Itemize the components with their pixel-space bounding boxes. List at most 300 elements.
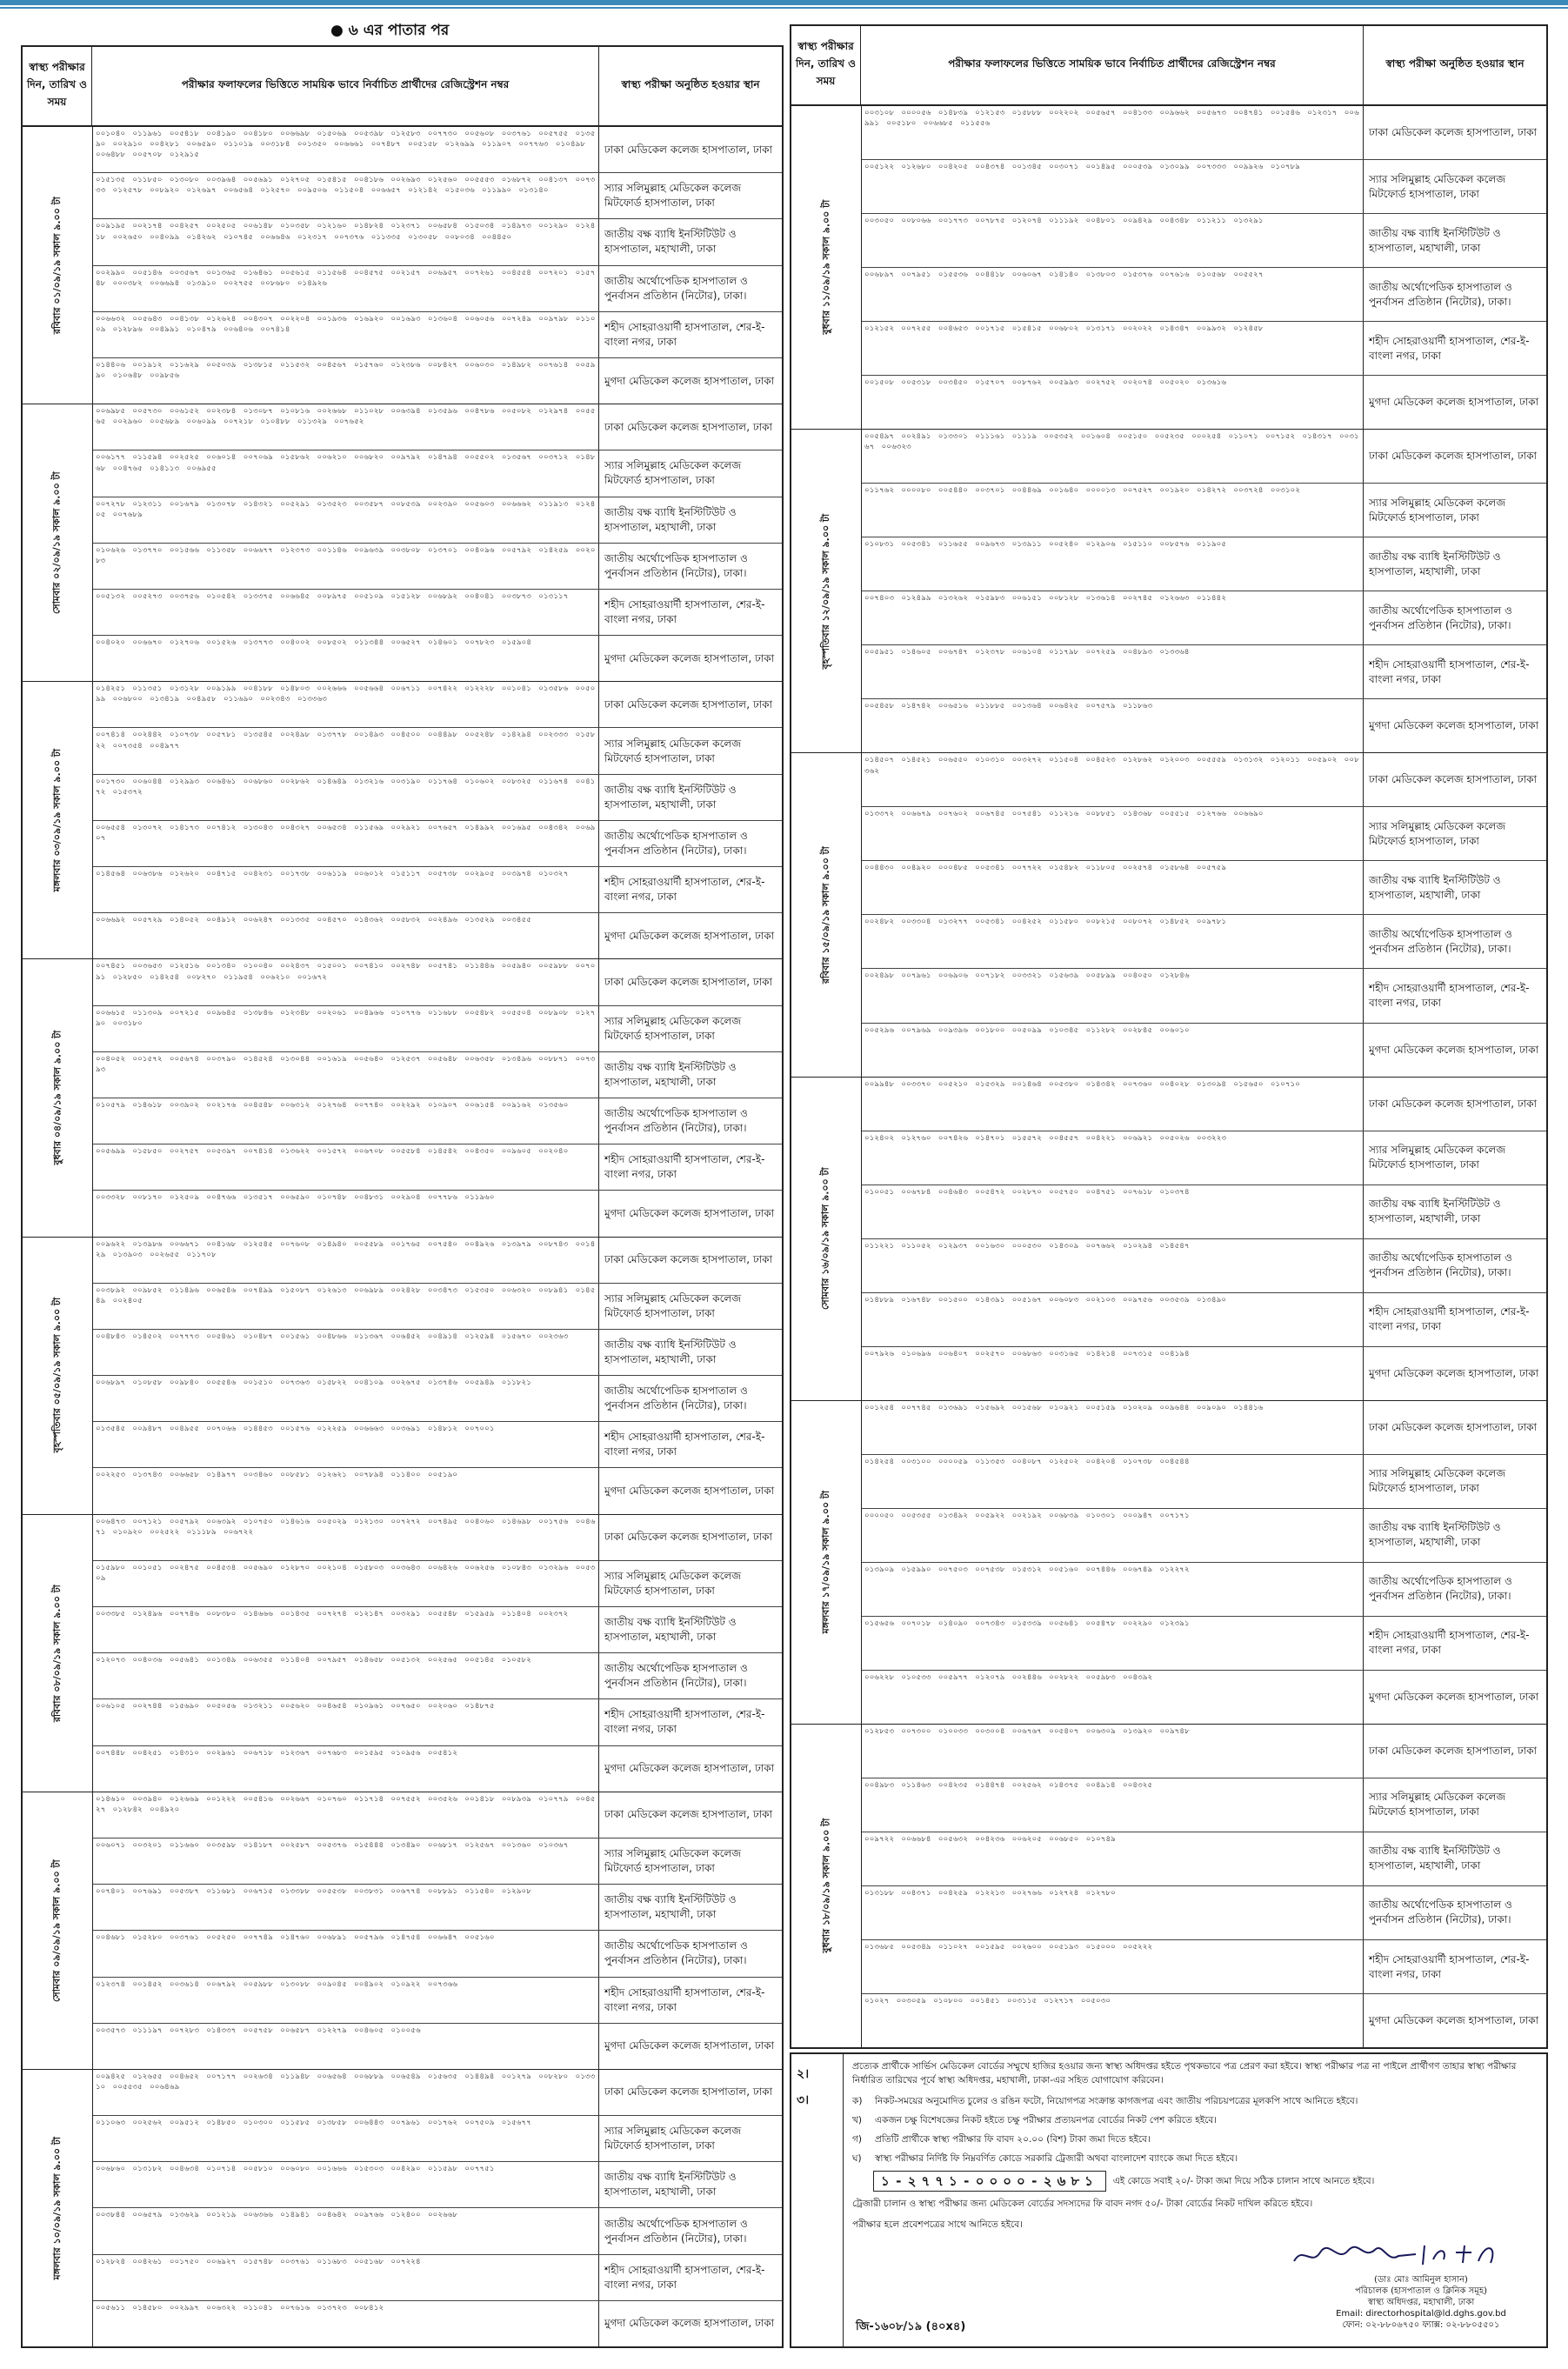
registration-numbers: ০০৬১০৫ ০০২৭৪৪ ০১৫৬৯০ ০০৫০৫৬ ০১৩২১১ ০০৫৬২০ ০০৪৬৫৪ ০১০৯৬১ ০০৭৬৫০ ০০২০৬০ ০১৪৮৭৫ — [93, 1699, 599, 1745]
day-date-cell — [791, 753, 862, 1076]
registration-numbers: ০০৯৬২২ ০১৩৯৮৬ ০০৬৬৭১ ০০৪১৬৮ ০১২৫৪৫ ০০৭৬০৮ ০১৪৯৪০ ০০৫৫৮৯ ০০১৭৬৫ ০০৭৫৪০ ০০৪৯২৬ ০১৩৯৭৯ ০০৮৭৪৩ ০০১৪২৯ ০১৩৯০৩ ০০২৬৫৫ ০১১৭০৮ — [93, 1238, 599, 1283]
venue-name: জাতীয় বক্ষ ব্যাধি ইনস্টিটিউট ও হাসপাতাল, মহাখালী, ঢাকা — [604, 228, 737, 256]
venue-name: স্যার সলিমুল্লাহ মেডিকেল কলেজ মিটফোর্ড হাসপাতাল, ঢাকা — [604, 2125, 742, 2152]
notes-intro: প্রত্যেক প্রার্থীকে সার্ভিস মেডিকেল বোর্ডের সম্মুখে হাজির হওয়ার জন্য স্বাস্থ্য অধিদপ্তর হইতে পৃথকভাবে পত্র প্রেরণ করা হইবে। স্বাস্থ্য পরীক্ষার পত্র না পাইলে প্রার্থীগণ তাহার স্বাস্থ্য পরীক্ষার নির্ধারিত তারিখের পূর্বে স্বাস্থ্য অধিদপ্তর, মহাখালী, ঢাকা-এর সহিত যোগাযোগ করিবেন। — [852, 2061, 1517, 2085]
venue-name: জাতীয় অর্থোপেডিক হাসপাতাল ও পুনর্বাসন প্রতিষ্ঠান (নিটোর), ঢাকা। — [604, 1107, 748, 1135]
venue-name: জাতীয় বক্ষ ব্যাধি ইনস্টিটিউট ও হাসপাতাল, মহাখালী, ঢাকা — [604, 1338, 737, 1365]
venue-name: জাতীয় বক্ষ ব্যাধি ইনস্টিটিউট ও হাসপাতাল, মহাখালী, ঢাকা — [604, 1893, 737, 1921]
registration-numbers: ০০৯৭২২ ০০৬৬৮৪ ০০৫৬৩২ ০০৪২৩৬ ০০৬২০৫ ০০৬৮৫০ ০১০৭৪৯ — [862, 1832, 1364, 1885]
table-row — [862, 1293, 1546, 1347]
registration-numbers: ০১৪৮৮৯ ০১৬৭৪৮ ০০১৫০০ ০১৪৩৯১ ০০৫১৬৭ ০০৬০৮৩ ০০২১০৩ ০০৯৭৫৬ ০০৩৫৩৯ ০১৩৪৯০ — [862, 1293, 1364, 1346]
registration-numbers: ০০৪০২০ ০০৬৬৭০ ০১২৭০৬ ০০১৫২৬ ০১৩৭৭৩ ০০৪০০২ ০০৮৫০২ ০১১৩৪৪ ০০৬৫২৭ ০১৪৬০১ ০০৭৮২৩ ০১৫৯০৪ — [93, 636, 599, 681]
note-item-marker: গ) — [852, 2134, 862, 2145]
table-row — [93, 682, 782, 728]
registration-numbers: ০০৬৬৩২ ০০৫৬৪৩ ০০৪১৩৮ ০১২৬২৪ ০০৪৩০৭ ০০২২০৪ ০০১৯৩৬ ০১৬৯২০ ০০১৬৯৩ ০১৩৬০৪ ০০৬০৫৬ ০০৭২৪৯ ০০৯৭৯৮ ০১১০০৯ ০১২৮৯৬ ০০৪৯৯১ ০১০৪৭৯ ০০৬৪০৬ ০০৭৪১৪ — [93, 312, 599, 357]
registration-numbers: ০১৫১৩৫ ০১১৮৫০ ০১৩০৮০ ০০৩৯৬৪ ০০৫৬৯১ ০১২৭০৫ ০১৫৪১৫ ০০৪১৮৬ ০০২৬৯৩ ০১২৫৬০ ০০৫৫৫৩ ০১৬৮৭২ ০০৪১৩৭ ০০৭৩৩৩ ০১২৫৭৮ ০০৮৯২০ ০১২৬৯৭ ০০৬৫৬৪ ০১২৫৭০ ০০৯৫০৬ ০১১৫০৪ ০০৬৬৫৭ ০১২১৪২ ০১৫০৩৬ ০১১৯৯০ ০১৩১৪০ — [93, 173, 599, 218]
day-block — [23, 682, 782, 959]
table-row — [93, 821, 782, 867]
registration-numbers: ০০৩৩৮৫ ০১২৪৯৬ ০০৭৭৪৬ ০০৮৩৮০ ০১৪৬৬৬ ০০১৪৩৫ ০০৭২৭৪ ০১২১৪৭ ০০৩২৯১ ০০৫৫৪৮ ০১৫৯৫৯ ০১১৪০৪ ০০২৩৭২ — [93, 1607, 599, 1652]
table-row — [93, 1468, 782, 1513]
table-row — [862, 160, 1546, 214]
table-row — [862, 1725, 1546, 1778]
payment-code-line — [873, 2171, 1538, 2192]
table-row — [93, 2116, 782, 2162]
table-row — [93, 1422, 782, 1468]
registration-numbers: ০১০০৫১ ০০৬৭৮৪ ০০৪৬৪৩ ০০৫৪৭২ ০০২৮৭০ ০০৫৭৫০ ০০৪৭৫১ ০০৭৬১৮ ০১০৩৭৪ — [862, 1185, 1364, 1238]
venue-name: মুগদা মেডিকেল কলেজ হাসপাতাল, ঢাকা — [604, 651, 775, 664]
table-row — [93, 404, 782, 450]
registration-numbers: ০১০৫৭৯ ০১৪৬১৮ ০০৩৯০২ ০০২১৭৬ ০০৪৫৪৮ ০০৬৩১২ ০১২৭৬৪ ০০৭৭৪০ ০০২২৯২ ০১০৯০৭ ০০৬১৫৪ ০০৯১৬২ ০১৩৫৬০ — [93, 1098, 599, 1144]
day-date-label: সোমবার ০২/০৯/১৯ সকাল ৯.০০ টা — [50, 471, 63, 615]
schedule-table-right — [790, 24, 1548, 2049]
venue-name: ঢাকা মেডিকেল কলেজ হাসপাতাল, ঢাকা — [1369, 126, 1537, 139]
venue-name: স্যার সলিমুল্লাহ মেডিকেল কলেজ মিটফোর্ড হাসপাতাল, ঢাকা — [1369, 496, 1506, 524]
notes-tail-2: পরীক্ষার হলে প্রবেশপত্রের সাথে আনিতে হইবে। — [852, 2219, 1023, 2230]
venue-name: স্যার সলিমুল্লাহ মেডিকেল কলেজ মিটফোর্ড হাসপাতাল, ঢাকা — [1369, 819, 1506, 847]
venue-rows — [93, 404, 782, 681]
table-row — [862, 268, 1546, 322]
header-date: স্বাস্থ্য পরীক্ষার দিন, তারিখ ও সময় — [791, 26, 861, 104]
header-venue: স্বাস্থ্য পরীক্ষা অনুষ্ঠিত হওয়ার স্থান — [1385, 57, 1525, 70]
table-row — [862, 699, 1546, 752]
table-row — [862, 861, 1546, 915]
venue-rows — [93, 682, 782, 958]
venue-name: মুগদা মেডিকেল কলেজ হাসপাতাল, ঢাকা — [1369, 2014, 1539, 2027]
venue-name: স্যার সলিমুল্লাহ মেডিকেল কলেজ মিটফোর্ড হাসপাতাল, ঢাকা — [604, 1847, 742, 1875]
registration-numbers: ০০০০৫০ ০০৫৩৫৫ ০১৩৪৯২ ০০৫৯২২ ০০২১৯২ ০০৬৮৩৯ ০১০৩০১ ০০০৯৪৭ ০০৭১৭১ — [862, 1509, 1364, 1562]
table-row — [862, 1671, 1546, 1724]
venue-rows — [862, 1725, 1546, 2047]
day-date-label: বুধবার ১১/০৯/১৯ সকাল ৯.০০ টা — [819, 200, 831, 336]
venue-name: জাতীয় বক্ষ ব্যাধি ইনস্টিটিউট ও হাসপাতাল, মহাখালী, ঢাকা — [1369, 226, 1501, 254]
gazette-code: জি-১৬০৮/১৯ (৪০x৪) — [856, 2320, 966, 2333]
table-row — [862, 376, 1546, 429]
venue-rows — [862, 106, 1546, 429]
day-date-cell — [23, 959, 93, 1236]
table-row — [93, 1653, 782, 1699]
day-date-cell — [791, 430, 862, 752]
venue-rows — [93, 1515, 782, 1792]
venue-name: ঢাকা মেডিকেল কলেজ হাসপাতাল, ঢাকা — [604, 1531, 772, 1544]
venue-name: শহীদ সোহরাওয়ার্দী হাসপাতাল, শের-ই-বাংলা নগর, ঢাকা — [604, 597, 765, 625]
venue-name: জাতীয় অর্থোপেডিক হাসপাতাল ও পুনর্বাসন প্রতিষ্ঠান (নিটোর), ঢাকা। — [1369, 604, 1512, 631]
registration-numbers: ০০৫৬১১ ০১৪৫৮০ ০০২৯৯৭ ০০৬৩২২ ০১১০৪১ ০০৭৬১৬ ০১৩৭২৩ ০০৮৪১২ — [93, 2301, 599, 2346]
registration-numbers: ০০৭৪৫১ ০০৩৬৫৩ ০১২৫১৬ ০০১৩৪০ ০১০০৪০ ০০২৪৩৭ ০১৫০০১ ০০৭৪১০ ০০২৭৪৮ ০০৫৭৪১ ০১১৪৪৬ ০০৫৯৪০ ০০৫৯৮৮ ০০৭০৯১ ০১২৮৫০ ০১৪২৫৪ ০০৮২৭০ ০১১৯৫৪ ০০৬২১০ ০০১৬৭২ — [93, 959, 599, 1004]
venue-name: স্যার সলিমুল্লাহ মেডিকেল কলেজ মিটফোর্ড হাসপাতাল, ঢাকা — [604, 182, 742, 210]
signer-name: (ডাঃ মোঃ আমিনুল হাসান) — [1374, 2275, 1468, 2285]
header-venue: স্বাস্থ্য পরীক্ষা অনুষ্ঠিত হওয়ার স্থান — [621, 78, 760, 90]
note-item-text: একজন চক্ষু বিশেষজ্ঞের নিকট হইতে চক্ষু পরীক্ষার প্রত্যয়নপত্র বোর্ডের নিকট পেশ করিতে হইবে। — [875, 2115, 1218, 2125]
registration-numbers: ০১২০৭৩ ০০৪০৩৬ ০০৫৬৪১ ০০১৩৪৯ ০০৬৩৫৫ ০১১৪০৪ ০০৭৯৫৭ ০১৪৬৫৮ ০০৫১৩২ ০০২৫৬৫ ০০৫১৪৫ ০১০৫৮২ — [93, 1653, 599, 1698]
table-row — [862, 1617, 1546, 1671]
table-row — [93, 1746, 782, 1792]
table-row — [93, 1885, 782, 1931]
registration-numbers: ০০৪৬৮১ ০১৫২৮০ ০০৩৭৬১ ০০৫২৫০ ০০৭৭৪৯ ০১৪৭৬০ ০০৬৮৯১ ০০৫৭৯৬ ০১৪৭৫৪ ০০৬৬৪৭ ০০৫১৬০ — [93, 1931, 599, 1976]
venue-name: জাতীয় অর্থোপেডিক হাসপাতাল ও পুনর্বাসন প্রতিষ্ঠান (নিটোর), ঢাকা। — [1369, 280, 1512, 308]
venue-name: স্যার সলিমুল্লাহ মেডিকেল কলেজ মিটফোর্ড হাসপাতাল, ঢাকা — [1369, 1144, 1506, 1171]
venue-rows — [93, 2070, 782, 2346]
venue-name: শহীদ সোহরাওয়ার্দী হাসপাতাল, শের-ই-বাংলা নগর, ঢাকা — [604, 1985, 765, 2013]
registration-numbers: ০১৩৩৭২ ০০৬৬৭৯ ০০৭৬০২ ০০৬৭৪৫ ০০৭৫৪১ ০১১২১৬ ০০৮৮৫১ ০১৪৩৬৮ ০০৫৫১৫ ০১২৭৬৬ ০০৬৬৯০ — [862, 807, 1364, 860]
venue-name: মুগদা মেডিকেল কলেজ হাসপাতাল, ঢাকা — [604, 1485, 775, 1498]
day-date-label: বুধবার ১৮/০৯/১৯ সকাল ৯.০০ টা — [819, 1818, 831, 1953]
table-row — [93, 2255, 782, 2301]
signer-office: স্বাস্থ্য অধিদপ্তর, মহাখালী, ঢাকা — [1367, 2298, 1475, 2307]
venue-rows — [93, 959, 782, 1236]
registration-numbers: ০০৪৯৮৩ ০১১৪৬৩ ০০৪২৩৫ ০১৪৪৭৪ ০০২৫৬২ ০১৪৩৭৫ ০০৪৯১৪ ০০৪৩২৫ — [862, 1778, 1364, 1832]
venue-name: ঢাকা মেডিকেল কলেজ হাসপাতাল, ঢাকা — [604, 143, 772, 156]
table-row — [862, 1239, 1546, 1293]
table-row — [862, 1832, 1546, 1886]
table-row — [862, 753, 1546, 807]
registration-numbers: ০০৯৪২৫ ০১২৬৫৫ ০০৪৬৫২ ০০৭১৭৭ ০০২৬৩৪ ০১১৯৪৮ ০০৬৫৬৪ ০০৬৮৮৯ ০০৬৫৪৯ ০১৫৬৩৫ ০১৪৪৯৪ ০০১২৭৯ ০০৮২৮০ ০১৩৩১০ ০০৫৫৩৫ ০০৬৪৬৯ — [93, 2070, 599, 2115]
table-row — [93, 1978, 782, 2024]
day-date-label: রবিবার ১৫/০৯/১৯ সকাল ৯.০০ টা — [819, 845, 831, 984]
day-block — [23, 1238, 782, 1515]
venue-name: মুগদা মেডিকেল কলেজ হাসপাতাল, ঢাকা — [604, 1762, 775, 1775]
venue-name: স্যার সলিমুল্লাহ মেডিকেল কলেজ মিটফোর্ড হাসপাতাল, ঢাকা — [1369, 1467, 1506, 1495]
registration-numbers: ০০৭৪১৪ ০০২৪৪২ ০১০৭৩৮ ০০৫৭৮১ ০১৩৫৪৫ ০০২৪৯৮ ০১৩৭৭৮ ০০১৪৯৩ ০০৪৫০০ ০০৪৪৯৮ ০০৫২৪৮ ০১৪২৯৪ ০০২৩৩৩ ০১৫৮২২ ০০৭৩৫৪ ০০৪৯৭৭ — [93, 728, 599, 773]
venue-name: মুগদা মেডিকেল কলেজ হাসপাতাল, ঢাকা — [1369, 1690, 1539, 1703]
header-date: স্বাস্থ্য পরীক্ষার দিন, তারিখ ও সময় — [23, 47, 92, 125]
table-row — [93, 544, 782, 590]
day-block — [791, 753, 1546, 1077]
registration-numbers: ০০৩৩২৮ ০০৮১৭০ ০১২৫০৯ ০০৪৭৬৬ ০১৩৫১৭ ০০৬৫৯০ ০১০৭৪৮ ০০৪৮৩১ ০০২৯০৪ ০০৭৭৮৬ ০১১৯৬০ — [93, 1191, 599, 1236]
venue-name: জাতীয় বক্ষ ব্যাধি ইনস্টিটিউট ও হাসপাতাল, মহাখালী, ঢাকা — [1369, 1521, 1501, 1549]
venue-name: জাতীয় বক্ষ ব্যাধি ইনস্টিটিউট ও হাসপাতাল, মহাখালী, ঢাকা — [604, 1616, 737, 1644]
note-item — [852, 2113, 1538, 2127]
table-row — [862, 537, 1546, 591]
table-row — [93, 358, 782, 404]
table-row — [93, 312, 782, 358]
registration-numbers: ০০৬৫৫৪ ০১৩০৭২ ০১৪১৭৩ ০০৭৪১২ ০১৩০৪৩ ০০৪৩২৭ ০০৬৫৩৪ ০১১৫৬৯ ০০২৯২১ ০০৭৬৫৭ ০১৪৯৯২ ০০১৬৯৫ ০০৪৩৪২ ০০৬৯০৭ — [93, 821, 599, 866]
venue-name: শহীদ সোহরাওয়ার্দী হাসপাতাল, শের-ই-বাংলা নগর, ঢাকা — [1369, 1629, 1530, 1657]
registration-numbers: ০০৪৮৪৩ ০১৪৫০২ ০০৭৭৭৩ ০০৫৪৬১ ০১০৪৮৭ ০০১৫৬১ ০০৪৮৬৬ ০১১৩৬৭ ০০৬৪৫২ ০০৪৯১৪ ০১২৫৯৪ ০১৫৬৭০ ০০২৩৬৩ — [93, 1330, 599, 1375]
venue-name: ঢাকা মেডিকেল কলেজ হাসপাতাল, ঢাকা — [604, 420, 772, 433]
day-date-label: রবিবার ০১/০৯/১৯ সকাল ৯.০০ টা — [50, 197, 63, 335]
table-row — [93, 1515, 782, 1561]
registration-numbers: ০০৫৬৯৯ ০১৫৮৫০ ০০২৭৫৭ ০০৫৩৯৭ ০০৭৪১৪ ০১৩৬২২ ০০১৫৭২ ০০৬৭০৮ ০০৫৫৮৪ ০১৪৫৪২ ০০৪৩৫০ ০০৯৬০৫ ০০২০৪০ — [93, 1144, 599, 1190]
registration-numbers: ০০৬৬৯২ ০০৫৭২৯ ০১৪০৫২ ০০৪৯১২ ০০৬২৪৭ ০০১৩৩৫ ০০৪৫৭০ ০১৪৩৬২ ০০৫৮৩২ ০০২৪৯৬ ০১৩৫২৯ ০০৩৪৫৫ — [93, 913, 599, 958]
table-row — [862, 1185, 1546, 1239]
table-row — [93, 1238, 782, 1284]
table-row — [93, 2070, 782, 2116]
table-row — [93, 127, 782, 173]
registration-numbers: ০১৪৫০৭ ০১৪৫২১ ০০৬৫৫০ ০১০৩১০ ০০৩২৭২ ০১১৫০৪ ০০৪৫২৩ ০১২৮৬২ ০১২০০৩ ০০৫৫৫৯ ০১৩১৩২ ০১২০১১ ০০৫৯০২ ০০৮৩৬২ — [862, 753, 1364, 806]
registration-numbers: ০১২১৫২ ০০৭২৫৫ ০০৪৬৫৩ ০০১৭১৫ ০১৫৪১৫ ০০৬৮০২ ০১৩১৭১ ০০২০২২ ০১৪৩৪৭ ০০৯৯৩২ ০১২৪৫৮ — [862, 322, 1364, 375]
top-border — [0, 0, 1568, 12]
registration-numbers: ০১৩৫৪৫ ০০৯৪৮৭ ০০৪৯৫৫ ০০৭০৬৬ ০১৪৪৫৩ ০০১৫৭৬ ০১২২৫৯ ০০৬৬৬৩ ০০৩৬৯১ ০১৪৮১২ ০০৭০০১ — [93, 1422, 599, 1467]
registration-numbers: ০০১২৫৪ ০০৭৭৪৫ ০১৩৬৯১ ০১৫৬৯২ ০০১৫৬৮ ০১০৯২১ ০০৫১৫৯ ০১০২০৯ ০০৯৬৪৪ ০০৯০৯০ ০১৪৪১৬ — [862, 1401, 1364, 1454]
registration-numbers: ০১৪৫৬৪ ০০৬৩৮৬ ০১২৬২০ ০০৪৭১৫ ০০৪২৩১ ০০১৭৩৮ ০০৬১১৯ ০০৬০১২ ০১৫১১৭ ০০৫৭৩৮ ০০২৯০৫ ০০৩৯৭৪ ০১০৩২৭ — [93, 867, 599, 912]
venue-name: স্যার সলিমুল্লাহ মেডিকেল কলেজ মিটফোর্ড হাসপাতাল, ঢাকা — [604, 459, 742, 487]
registration-numbers: ০০৫৯৫১ ০১৪৬০৫ ০০৬৭৪৭ ০১২৩৭৮ ০০৬১০৪ ০১১৭৯৮ ০০৭২৫৯ ০০৪৮৯৩ ০১৩৩৬৪ — [862, 645, 1364, 698]
note-item-marker: ঘ) — [852, 2153, 862, 2164]
day-date-label: বৃহস্পতিবার ১২/০৯/১৯ সকাল ৯.০০ টা — [819, 513, 831, 670]
registration-numbers: ০০৭৪৪৮ ০০৪২৫১ ০১৪৩১০ ০০২৯৬১ ০০৬৭১৮ ০১২৩৬৭ ০০৭৬৮৩ ০০১৫৯৫ ০১০৯৫৬ ০০৫৪১২ — [93, 1746, 599, 1792]
day-block — [23, 127, 782, 404]
note-number: ২। — [797, 2067, 810, 2081]
table-row — [862, 1078, 1546, 1131]
venue-name: জাতীয় অর্থোপেডিক হাসপাতাল ও পুনর্বাসন প্রতিষ্ঠান (নিটোর), ঢাকা। — [1369, 1251, 1512, 1279]
registration-numbers: ০০৬৮৬০ ০১৩১৮২ ০০৪৬৩৪ ০১০৭১৪ ০০৫৮১০ ০০৬০৮০ ০০১৬৬৬ ০১৫৩০৩ ০০৪২৯০ ০১১৫৯৮ ০০৭৭৫১ — [93, 2162, 599, 2207]
note-item — [852, 2094, 1538, 2108]
venue-name: শহীদ সোহরাওয়ার্দী হাসপাতাল, শের-ই-বাংলা নগর, ঢাকা — [604, 1153, 765, 1181]
table-row — [93, 959, 782, 1005]
table-row — [93, 219, 782, 265]
registration-numbers: ০১০৬২৬ ০১৩৭৭০ ০০১৫৬৬ ০১১৩৫৮ ০০৬৬৭৭ ০১২৩৭৩ ০০১১৪৬ ০০৯৬৩৯ ০০৩৮০৮ ০১৩৭০১ ০০৪০৯৬ ০০৫৭৯২ ০১৪২৫৯ ০০২০৮৩ — [93, 544, 599, 589]
registration-numbers: ০০৪০৫২ ০০১৫৭২ ০০৫৬৭৪ ০০৩৭৯০ ০১৪৫২৪ ০১৩০৪৪ ০০১৬১৯ ০০৫৬৪০ ০১২৫৩৭ ০০৫৬৪৮ ০০৬৩৫৮ ০১৩৪৯৬ ০০৮৮৭১ ০০৭৩৯৩ — [93, 1052, 599, 1098]
table-row — [93, 1699, 782, 1745]
registration-numbers: ০১২৩৭৪ ০০১৪৫২ ০০৩৬১৪ ০০৬৭৯২ ০০৫৯৮৮ ০১৩০৮৮ ০০৯০৪৫ ০০৪৯০২ ০১০৯২২ ০০৭৩৬৬ — [93, 1978, 599, 2023]
day-date-cell — [23, 1515, 93, 1792]
table-row — [862, 1886, 1546, 1940]
venue-name: জাতীয় অর্থোপেডিক হাসপাতাল ও পুনর্বাসন প্রতিষ্ঠান (নিটোর), ঢাকা। — [1369, 1575, 1512, 1603]
signer-phone: ফোন: ০২-৮৮০৬৭৫০ ফ্যাক্স: ০২-৮৮০৫৫০১ — [1342, 2320, 1500, 2330]
venue-name: জাতীয় অর্থোপেডিক হাসপাতাল ও পুনর্বাসন প্রতিষ্ঠান (নিটোর), ঢাকা। — [604, 551, 748, 579]
table-header — [791, 26, 1546, 106]
table-row — [93, 1144, 782, 1191]
registration-numbers: ০১১৭৬২ ০০০০৮০ ০০৫৪৪০ ০০৩৭০১ ০০৪৪৬৯ ০০১৬৪০ ০০০০১৩ ০০৭৫২৭ ০০১৯২০ ০১৪২৭২ ০০৩৭২৪ ০০৩১০২ — [862, 484, 1364, 537]
note-item-marker: খ) — [852, 2115, 862, 2125]
day-date-cell — [791, 1725, 862, 2047]
venue-name: জাতীয় বক্ষ ব্যাধি ইনস্টিটিউট ও হাসপাতাল, মহাখালী, ঢাকা — [1369, 1845, 1501, 1872]
note-item-text: স্বাস্থ্য পরীক্ষার নির্দিষ্ট ফি নিম্নবর্ণিত কোডে সরকারি ট্রেজারী অথবা বাংলাদেশ ব্যাংকে জমা দিতে হইবে। — [875, 2153, 1238, 2164]
day-block — [23, 1515, 782, 1792]
venue-name: ঢাকা মেডিকেল কলেজ হাসপাতাল, ঢাকা — [604, 2085, 772, 2099]
venue-name: শহীদ সোহরাওয়ার্দী হাসপাতাল, শের-ই-বাংলা নগর, ঢাকা — [1369, 1305, 1530, 1333]
registration-numbers: ০১১২২১ ০১১০৫২ ০১২৯৩৭ ০০১৬৩০ ০০০৫৩০ ০১৪৩০৯ ০০৭৬৬২ ০১০২৯৪ ০১৪৫৪৭ — [862, 1239, 1364, 1292]
signer-email: Email: directorhospital@ld.dghs.gov.bd — [1336, 2309, 1506, 2319]
table-row — [862, 106, 1546, 160]
venue-name: স্যার সলিমুল্লাহ মেডিকেল কলেজ মিটফোর্ড হাসপাতাল, ঢাকা — [604, 1291, 742, 1319]
venue-name: মুগদা মেডিকেল কলেজ হাসপাতাল, ঢাকা — [1369, 396, 1539, 409]
registration-numbers: ০০২৯৯০ ০০৫১৪৬ ০০৩৫৬৭ ০০১৩৬৫ ০১৬৪৬১ ০০৫৬১৫ ০১১৫৬৪ ০০৪৫৭৫ ০০২১৫৭ ০০৬৯৫৭ ০০৭২৬১ ০০৪৫৫৪ ০০৭২০১ ০১৫৭৪৮ ০০০৩৮২ ০০৬৬৯৪ ০১৩৯১০ ০০২৭৫৫ ০০৮৬৮০ ০১৪৯২৬ — [93, 266, 599, 311]
day-date-label: বৃহস্পতিবার ০৫/০৯/১৯ সকাল ৯.০০ টা — [50, 1298, 63, 1453]
table-row — [862, 969, 1546, 1023]
venue-name: স্যার সলিমুল্লাহ মেডিকেল কলেজ মিটফোর্ড হাসপাতাল, ঢাকা — [1369, 1791, 1506, 1818]
venue-name: মুগদা মেডিকেল কলেজ হাসপাতাল, ঢাকা — [1369, 1366, 1539, 1379]
venue-name: মুগদা মেডিকেল কলেজ হাসপাতাল, ঢাকা — [604, 929, 775, 942]
table-row — [862, 1024, 1546, 1077]
registration-numbers: ০০৫১৩২ ০০৫২৭৩ ০০৩৭৫৬ ০১০৫৪২ ০১৩৩৭৫ ০০৬৬৪৫ ০০৮৯৭৫ ০০৫১০৯ ০১৫১২৮ ০০৬৮৯২ ০০৪০৪১ ০০৩৮৭৩ ০১৩১১৭ — [93, 590, 599, 635]
notes-index — [791, 2054, 844, 2346]
venue-name: স্যার সলিমুল্লাহ মেডিকেল কলেজ মিটফোর্ড হাসপাতাল, ঢাকা — [604, 1014, 742, 1042]
notes-body — [844, 2054, 1546, 2346]
note-number: ৩। — [797, 2093, 810, 2107]
table-body — [791, 106, 1546, 2047]
registration-numbers: ০০২৪৮২ ০০৩৩০৪ ০১৩২৭৭ ০০৫৩৪১ ০০৪২৫২ ০১১৫৮০ ০০৮২১৫ ০০৮০৭২ ০১৪৮৫২ ০০৯৭৮১ — [862, 915, 1364, 968]
registration-numbers: ০০৩৮৪৪ ০০৬৫৭৯ ০১৩৬২৯ ০০১২১৯ ০০৬৩৬৬ ০১৪৯৪১ ০০৪৬৪২ ০০৯৭৬৬ ০১২৪০০ ০০২৬৬৮ — [93, 2208, 599, 2253]
venue-name: জাতীয় বক্ষ ব্যাধি ইনস্টিটিউট ও হাসপাতাল, মহাখালী, ঢাকা — [604, 505, 737, 533]
venue-name: জাতীয় বক্ষ ব্যাধি ইনস্টিটিউট ও হাসপাতাল, মহাখালী, ঢাকা — [604, 783, 737, 811]
day-date-cell — [23, 1238, 93, 1514]
table-row — [93, 173, 782, 219]
registration-numbers: ০০৫১২২ ০১২৬৮০ ০০৪২০৫ ০০৪৩৭৪ ০০১৩৪৫ ০০৩০৭১ ০০১৪৯৫ ০০০৫৩৯ ০১৩০৯৯ ০০৭৩৩৩ ০০৯৯২৬ ০১০৭৮৯ — [862, 160, 1364, 213]
registration-numbers: ০১৫৬৫৬ ০০৭০১৮ ০১৪০৯০ ০০৭৩৪৩ ০১৫৩৩৯ ০০৫৬৪১ ০০৫৪৭৮ ০০২২৯০ ০১২৩৯১ — [862, 1617, 1364, 1670]
table-row — [862, 322, 1546, 376]
signer-title: পরিচালক (হাসপাতাল ও ক্লিনিক সমূহ) — [1355, 2286, 1487, 2296]
registration-numbers: ০১৪৬১০ ০০৩৯৪০ ০১২৬৬৯ ০০১২২২ ০০৫৪১৬ ০০২৬৬৭ ০১০৭৬০ ০১১৭১৪ ০০৭৫৫২ ০০৩৫২৬ ০০১৪১৮ ০০৮৯৩৯ ০১০৭৭৯ ০০৪৫২৭ ০১২৮৪২ ০০৪৯২০ — [93, 1792, 599, 1838]
registration-numbers: ০০৭৪০৩ ০১২৪৯৯ ০১৩২৬২ ০১৫৯৮৩ ০০৬১৫১ ০০৮১২৮ ০১৩৬১৪ ০০২৭৪৫ ০১২৬৬৩ ০১১৪৪২ — [862, 591, 1364, 644]
venue-name: জাতীয় বক্ষ ব্যাধি ইনস্টিটিউট ও হাসপাতাল, মহাখালী, ঢাকা — [1369, 873, 1501, 901]
day-date-label: মঙ্গলবার ১৭/০৯/১৯ সকাল ৯.০০ টা — [819, 1491, 831, 1634]
venue-name: ঢাকা মেডিকেল কলেজ হাসপাতাল, ঢাকা — [1369, 1744, 1537, 1757]
table-row — [93, 775, 782, 821]
table-row — [93, 266, 782, 312]
venue-name: শহীদ সোহরাওয়ার্দী হাসপাতাল, শের-ই-বাংলা নগর, ঢাকা — [1369, 981, 1530, 1009]
venue-name: ঢাকা মেডিকেল কলেজ হাসপাতাল, ঢাকা — [604, 697, 772, 711]
venue-name: ঢাকা মেডিকেল কলেজ হাসপাতাল, ঢাকা — [604, 1808, 772, 1821]
table-row — [862, 591, 1546, 645]
venue-name: জাতীয় অর্থোপেডিক হাসপাতাল ও পুনর্বাসন প্রতিষ্ঠান (নিটোর), ঢাকা। — [604, 1385, 748, 1412]
day-block — [23, 1792, 782, 2070]
venue-name: মুগদা মেডিকেল কলেজ হাসপাতাল, ঢাকা — [604, 2039, 775, 2052]
registration-numbers: ০০১৭৩০ ০০৬০৪৪ ০১২৯৯৩ ০০৬৪৬১ ০০৬৮৬০ ০০২৮৬২ ০১৪৬৪৯ ০১৩২১৬ ০০৩১৯০ ০১১৭৬৪ ০১০৬০২ ০০৮৩২৫ ০১১৬৭৪ ০০৪১৭২ ০১৫৩৭২ — [93, 775, 599, 820]
venue-name: মুগদা মেডিকেল কলেজ হাসপাতাল, ঢাকা — [604, 374, 775, 387]
table-row — [862, 214, 1546, 268]
registration-numbers: ০১৩৯০৯ ০১৫৯৯০ ০০৭৫০৩ ০০৭৫৩৮ ০১৫৩১২ ০০৫১৬০ ০০৭৪৪৬ ০০৬৭৪৯ ০১২২৭২ — [862, 1563, 1364, 1616]
day-block — [791, 430, 1546, 753]
table-row — [93, 1561, 782, 1607]
venue-name: মুগদা মেডিকেল কলেজ হাসপাতাল, ঢাকা — [1369, 1043, 1539, 1056]
venue-rows — [93, 1238, 782, 1514]
registration-numbers: ০১০৮৩১ ০০৫৩৪১ ০১১৬৫৫ ০০৯৬৭৩ ০১৩৯১১ ০০৫২৪০ ০১২৯০৬ ০১৫১১০ ০০৮৫৭৬ ০১১৯০৫ — [862, 537, 1364, 591]
table-body — [23, 127, 782, 2346]
day-block — [791, 1725, 1546, 2047]
venue-name: শহীদ সোহরাওয়ার্দী হাসপাতাল, শের-ই-বাংলা নগর, ঢাকা — [1369, 1952, 1530, 1980]
venue-rows — [862, 1401, 1546, 1724]
venue-name: জাতীয় অর্থোপেডিক হাসপাতাল ও পুনর্বাসন প্রতিষ্ঠান (নিটোর), ঢাকা। — [604, 1662, 748, 1690]
day-date-label: বুধবার ০৪/০৯/১৯ সকাল ৯.০০ টা — [50, 1030, 63, 1165]
table-row — [93, 1330, 782, 1376]
registration-numbers: ০০২৪৯৮ ০০৭৯৬১ ০০৬৯০৬ ০০৭১৮২ ০০৩৩২১ ০১৫৬৩৯ ০০৫৮৯৯ ০০৪০৫০ ০১২৮৪৬ — [862, 969, 1364, 1022]
venue-name: মুগদা মেডিকেল কলেজ হাসপাতাল, ঢাকা — [604, 2317, 775, 2330]
venue-name: ঢাকা মেডিকেল কলেজ হাসপাতাল, ঢাকা — [604, 975, 772, 988]
payment-code-suffix: এই কোডে সবাই ২০/- টাকা জমা দিয়ে সঠিক চালান সাথে আনতে হইবে। — [1112, 2176, 1375, 2186]
registration-numbers: ০০৬০৭১ ০০৩২০১ ০১১৬৬০ ০০৩৫৯৮ ০১৪১৮৭ ০০২৫৮৭ ০০৫৩৭৬ ০১৫৪৪৪ ০১৩৪৯০ ০০৬৮১৭ ০১২৫৬৭ ০০১৩৬০ ০১০৩৬৭ — [93, 1838, 599, 1884]
table-row — [93, 1006, 782, 1052]
table-row — [93, 636, 782, 681]
table-row — [93, 1052, 782, 1098]
venue-name: শহীদ সোহরাওয়ার্দী হাসপাতাল, শের-ই-বাংলা নগর, ঢাকা — [604, 1431, 765, 1458]
signature-image — [1285, 2237, 1511, 2272]
table-row — [93, 2208, 782, 2254]
day-date-cell — [23, 1792, 93, 2069]
registration-numbers: ০০৬৮৯৭ ০১০৮৫৮ ০০৯৮৪০ ০০৫৫৪৬ ০০১৫১০ ০০৭৩৬৩ ০১৫৮২২ ০০৪১০৯ ০০২৬৭৫ ০১৩৭৪৬ ০০৫৯৪৯ ০১১৮২১ — [93, 1376, 599, 1421]
note-item-text: নিকট-সময়ের অনুমোদিত চুলের ও রঙিন ফটো, নিয়োগপত্র সংক্রান্ত কাগজপত্র এবং জাতীয় পরিচয়পত্রের মূলকপি সাথে আনিতে হইবে। — [875, 2096, 1358, 2106]
venue-name: ঢাকা মেডিকেল কলেজ হাসপাতাল, ঢাকা — [604, 1253, 772, 1266]
venue-rows — [862, 1078, 1546, 1400]
day-block — [23, 2070, 782, 2346]
registration-numbers: ০১২৮৫৩ ০০৭৩০০ ০১০০৩৩ ০০৩০০৪ ০০৬৭৬৭ ০০৫৪০৭ ০০৬৩০৯ ০১৩৯২০ ০০৯৭৪৮ — [862, 1725, 1364, 1778]
table-row — [862, 1347, 1546, 1400]
venue-rows — [93, 1792, 782, 2069]
day-date-label: সোমবার ০৯/০৯/১৯ সকাল ৯.০০ টা — [50, 1858, 63, 2002]
registration-numbers: ০০৬১৭৭ ০১১৫৯৪ ০০২৫২৫ ০০৬০১৪ ০০৭০৬৯ ০১৫৮৬২ ০০৬২১০ ০০৬৮২০ ০০৯৭৯২ ০১৪৭৯৪ ০০৫৫০২ ০১৩৫৬৭ ০০৩৭১২ ০১৪৮৬৮ ০০৪৭৬৫ ০১৪১১৩ ০০৬৯৫৫ — [93, 450, 599, 496]
registration-numbers: ০১৪২৫১ ০১১৩৫১ ০১৩১২৮ ০০৯১৯৯ ০০৪১৮৮ ০১৪৮০৩ ০০২৬৬৬ ০০৫৬৬৪ ০০৬৭১১ ০০৭৪২২ ০১২২২৮ ০০১০৪১ ০১৩৫৮৬ ০০৫০৯৯ ০০৬৮০০ ০১৩৪১৯ ০০৪৯৫৮ ০১১৬৯০ ০০২৩৪৩ ০১৩৩৬৩ — [93, 682, 599, 727]
table-row — [93, 913, 782, 958]
venue-name: শহীদ সোহরাওয়ার্দী হাসপাতাল, শের-ই-বাংলা নগর, ঢাকা — [604, 320, 765, 348]
venue-name: ঢাকা মেডিকেল কলেজ হাসপাতাল, ঢাকা — [1369, 1420, 1537, 1433]
table-row — [93, 1098, 782, 1144]
day-block — [23, 404, 782, 682]
registration-numbers: ০১৪৪০৬ ০০১৯১২ ০১১৬২৯ ০০৫০৩৯ ০১৩৮১৫ ০১১৫৩২ ০০৪৫৬৭ ০১৫৭৬০ ০১২৩৮৬ ০০৮৪২৭ ০০৬০৩০ ০১৪৯৮২ ০০৭৬১৪ ০০৫৯৯০ ০১০৬৪৮ ০০৯৮৫৬ — [93, 358, 599, 404]
venue-name: জাতীয় অর্থোপেডিক হাসপাতাল ও পুনর্বাসন প্রতিষ্ঠান (নিটোর), ঢাকা। — [604, 2217, 748, 2245]
table-row — [862, 484, 1546, 537]
day-date-cell — [23, 127, 93, 404]
registration-numbers: ০০৫৪৫৮ ০১৪৭৪২ ০০৬৫১৬ ০১১৮৮৫ ০০১৩৬৪ ০০৬৪২৫ ০০৭৫৭৯ ০১১৮৬৩ — [862, 699, 1364, 752]
registration-numbers: ০০৯৯৪৮ ০০৩৩৭০ ০০৫২১০ ০১৫৩২৯ ০০১৪৬৪ ০০৫৩৮০ ০১৪৩৪২ ০০৭৩৬০ ০০৪০২৮ ০১৩০৯৪ ০১৫৬৫০ ০১০৭১০ — [862, 1078, 1364, 1131]
table-row — [93, 1284, 782, 1330]
venue-name: জাতীয় বক্ষ ব্যাধি ইনস্টিটিউট ও হাসপাতাল, মহাখালী, ঢাকা — [1369, 1198, 1501, 1225]
table-row — [862, 1509, 1546, 1563]
venue-name: জাতীয় অর্থোপেডিক হাসপাতাল ও পুনর্বাসন প্রতিষ্ঠান (নিটোর), ঢাকা। — [1369, 927, 1512, 955]
table-header — [23, 47, 782, 127]
registration-numbers: ০০৬৬১৫ ০১১৩০৯ ০০৭২১৫ ০০৯৬৪৫ ০১৩৮৪৬ ০১২৩৪৮ ০০২০৬১ ০০৪৯৬৬ ০১০৭৭৬ ০১১৬৮৮ ০০৫৪৮২ ০০৫৫০৪ ০০৮৯০৮ ০১২৭৯০ ০০৩১৮০ — [93, 1006, 599, 1051]
table-row — [862, 1131, 1546, 1185]
registration-numbers: ০০৪৪৩০ ০০৪৯২০ ০০০৪৮৫ ০০৫৩৪১ ০০৭৭২২ ০১৫৪৮২ ০১১৮০৫ ০০২৫৭৪ ০১৫৮৬৪ ০০৫৭৫৯ — [862, 861, 1364, 914]
table-row — [93, 1838, 782, 1885]
registration-numbers: ০১১০৬৩ ০০২৫৬২ ০০৯৫১২ ০১৪৮৫০ ০১০৩০০ ০১১৫৮৫ ০১৩৮৫৮ ০০৬৪৪৩ ০০৭৯৬১ ০০১৭৬২ ০০৭৫০৯ ০১৫৬৭৭ — [93, 2116, 599, 2161]
table-row — [862, 1940, 1546, 1994]
table-row — [862, 645, 1546, 699]
registration-numbers: ০০৩১০৮ ০০০০৫৬ ০১৪৮৩৯ ০১২১৫৩ ০১৫৮৮৮ ০০২২০২ ০০৫৬৫৭ ০০৪১৩৩ ০০৯৬৬২ ০০৫৬৭৩ ০০৪৭৪১ ০০১৫৪৬ ০১২৩১৭ ০০৬৯৯১ ০০৫১৮০ ০০৬৬৮৫ ০১১৫৫৬ — [862, 106, 1364, 159]
registration-numbers: ০০৩০৫০ ০০৮০৬৬ ০০১৭৭৩ ০০৭৮৭৫ ০১২০৭৪ ০১১১৯২ ০০৪৮০১ ০০৯৪২৯ ০০৪৩৪৮ ০১১২১১ ০১৩২৯১ — [862, 214, 1364, 267]
note-item — [852, 2132, 1538, 2146]
table-row — [93, 2301, 782, 2346]
table-row — [93, 497, 782, 544]
venue-name: ঢাকা মেডিকেল কলেজ হাসপাতাল, ঢাকা — [1369, 450, 1537, 463]
day-date-cell — [791, 106, 862, 429]
table-row — [862, 430, 1546, 484]
table-row — [93, 450, 782, 497]
registration-numbers: ০১৪২৫৪ ০০৩১০০ ০০০০৫৯ ০১১৩৫৩ ০০৪০৮৭ ০১২৫০২ ০০৪২০৪ ০১০৭৩৮ ০০৪৫৪৪ — [862, 1455, 1364, 1508]
venue-name: জাতীয় অর্থোপেডিক হাসপাতাল ও পুনর্বাসন প্রতিষ্ঠান (নিটোর), ঢাকা। — [604, 1939, 748, 1967]
venue-name: ঢাকা মেডিকেল কলেজ হাসপাতাল, ঢাকা — [1369, 1097, 1537, 1110]
registration-numbers: ০১৫৯৮০ ০০১০৫১ ০০২৪৭৫ ০০৪৫৩৪ ০০৫৬৯০ ০১২৮৭০ ০০২১০৪ ০১৫৮০৩ ০০৩৬৪৩ ০০৬৪২৬ ০০৬২৫৬ ০১০৮৪৩ ০১৩২৯৬ ০০৫৩০৯ — [93, 1561, 599, 1606]
registration-numbers: ০০৬৮৯৭ ০০৭৯৫১ ০১৫৫৩৬ ০০৪৪১৮ ০০৬০৬৭ ০১৪১৪০ ০১৩৮০৩ ০১৫৩৭৬ ০০৭৬১৬ ০১০৫৬৮ ০০৫৫২৭ — [862, 268, 1364, 321]
table-row — [93, 1191, 782, 1236]
table-row — [862, 1401, 1546, 1455]
registration-numbers: ০০৩৫৭৩ ০১১১৯৭ ০০৭২৮৩ ০১৪৩৩৭ ০০৫৭৫৮ ০০৬৫৮৭ ০১২২৭৯ ০০৪৬০৫ ০১০০৫৬ — [93, 2024, 599, 2069]
table-row — [862, 915, 1546, 969]
header-numbers: পরীক্ষার ফলাফলের ভিত্তিতে সাময়িক ভাবে নির্বাচিত প্রার্থীদের রেজিস্ট্রেশন নম্বর — [861, 26, 1364, 104]
registration-numbers: ০০৭২৭৮ ০১২৩১১ ০০১৬৭৯ ০১৩০৭৮ ০১৪৩২১ ০০৫২৯১ ০১৩৫২৩ ০০৩৫৮৭ ০০৮৫৩৯ ০০২৩৯০ ০০৫৬০৩ ০০৬৬৬২ ০১১৯১৩ ০১২৪০৫ ০০৭৬৮৯ — [93, 497, 599, 543]
continuation-note: ● ৬ এর পাতার পর — [330, 22, 450, 39]
note-item — [852, 2152, 1538, 2165]
table-row — [93, 2024, 782, 2069]
schedule-table-left — [21, 45, 784, 2348]
venue-name: ঢাকা মেডিকেল কলেজ হাসপাতাল, ঢাকা — [1369, 773, 1537, 786]
table-row — [93, 1607, 782, 1653]
registration-numbers: ০০৯১৯৫ ০০২১৭৪ ০০৪২৫৭ ০০২৫০৫ ০০৬১৪৮ ০১০৩৫৮ ০১২১৬০ ০১৪৮২৪ ০১২৩৭১ ০০৬৫৮৪ ০১৫০৩৪ ০১৪৯৭৩ ০০১২৯০ ০১২৪১৮ ০০২৬৫০ ০০৪০৯৯ ০১৪২৬২ ০১০৭৪৫ ০০৬৬৪৬ ০১২৩১৭ ০০৭৩৭৬ ০১১৩৩৫ ০১৩০৫৮ ০০৮০৩৪ ০০৪৪৫০ — [93, 219, 599, 264]
day-date-label: সোমবার ১৬/০৯/১৯ সকাল ৯.০০ টা — [819, 1167, 831, 1310]
day-block — [791, 1401, 1546, 1725]
table-row — [862, 1994, 1546, 2047]
day-date-cell — [23, 404, 93, 681]
registration-numbers: ০০৭৯২৬ ০১০৬৯৬ ০০৬৪০৭ ০০২৫৭০ ০০৬৮৬৩ ০০৩১৬৫ ০১৪২১৪ ০০৭৩১৫ ০০৪১৯৪ — [862, 1347, 1364, 1400]
venue-name: জাতীয় অর্থোপেডিক হাসপাতাল ও পুনর্বাসন প্রতিষ্ঠান (নিটোর), ঢাকা। — [604, 829, 748, 857]
registration-numbers: ০০৩৮৯২ ০০৯৮৫২ ০১১৪৯৬ ০০৬৫৪৬ ০০৭৪৯৯ ০১৫০৮৭ ০১২৬১৩ ০০৬৯৮৯ ০০২৪২৮ ০০৩৪৭৩ ০১৫৩৫০ ০০৬৩২০ ০০৮৯৪১ ০১৪৫৪৯ ০০২৪০৫ — [93, 1284, 599, 1329]
venue-name: জাতীয় বক্ষ ব্যাধি ইনস্টিটিউট ও হাসপাতাল, মহাখালী, ঢাকা — [1369, 550, 1501, 577]
day-block — [791, 106, 1546, 430]
table-row — [93, 1792, 782, 1838]
day-date-label: মঙ্গলবার ১০/০৯/১৯ সকাল ৯.০০ টা — [50, 2136, 63, 2280]
table-row — [862, 1563, 1546, 1617]
venue-name: শহীদ সোহরাওয়ার্দী হাসপাতাল, শের-ই-বাংলা নগর, ঢাকা — [604, 1708, 765, 1736]
registration-numbers: ০১৩৬৮৫ ০০৫৩৪৯ ০১১০২৭ ০০১৫৯৫ ০০২৬০০ ০০৫১৯৩ ০১৫০০০ ০০৫২২২ — [862, 1940, 1364, 1993]
